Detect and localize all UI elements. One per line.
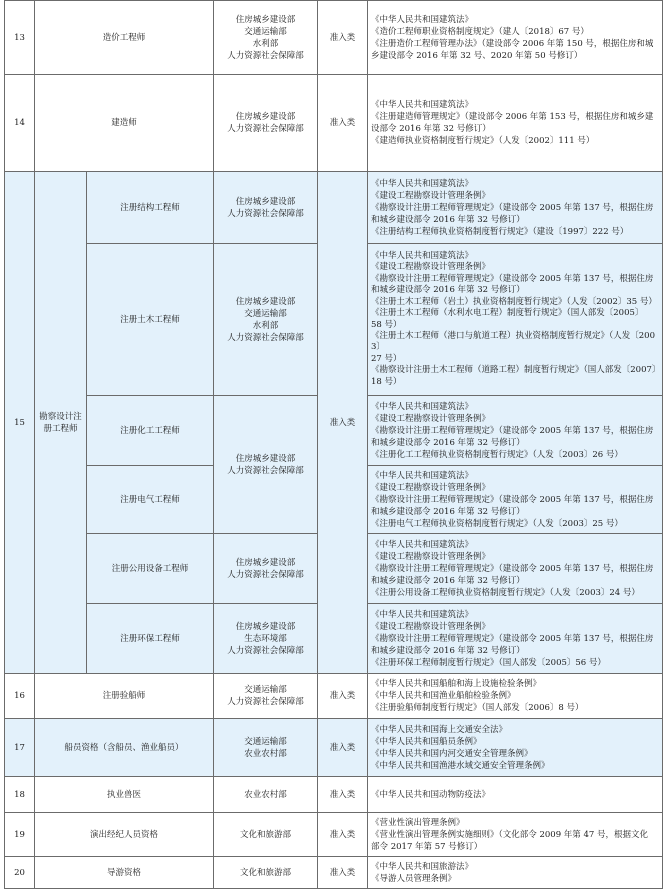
legal-basis: 《中华人民共和国建筑法》 《建设工程勘察设计管理条例》 《勘察设计注册工程师管理规定》（建设部令 2005 年第 137 号，根据住房 和城乡建设部令 2016 年第 32 号修订） 《注册结构工程师执业资格制度暂行规定》（建设〔1997〕222 号）: [368, 172, 663, 244]
legal-basis: 《中华人民共和国船舶和海上设施检验条例》 《中华人民共和国渔业船舶检验条例》 《注册验船师制度暂行规定》（国人部发〔2006〕8 号）: [368, 674, 663, 719]
qualification-name: 注册验船师: [35, 674, 214, 719]
department-list: 文化和旅游部: [214, 813, 318, 857]
category-cell: 准入类: [318, 777, 368, 813]
category-cell: 准入类: [318, 719, 368, 777]
category-cell: 准入类: [318, 857, 368, 889]
table-row: [5, 172, 663, 244]
sub-qualification-name: 注册电气工程师: [87, 466, 214, 534]
category-cell: 准入类: [318, 172, 368, 674]
legal-basis: 《中华人民共和国海上交通安全法》 《中华人民共和国船员条例》 《中华人民共和国内河交通安全管理条例》 《中华人民共和国渔港水域交通安全管理条例》: [368, 719, 663, 777]
qualification-table-wrapper: [4, 0, 662, 894]
row-number: 15: [5, 172, 35, 674]
qualification-group-name: 勘察设计注册工程师: [35, 172, 87, 674]
row-number: 13: [5, 1, 35, 75]
sub-qualification-name: 注册土木工程师: [87, 244, 214, 396]
department-list: 住房城乡建设部 人力资源社会保障部: [214, 172, 318, 244]
department-list: 住房城乡建设部 交通运输部 水利部 人力资源社会保障部: [214, 244, 318, 396]
legal-basis: 《中华人民共和国建筑法》 《注册建造师管理规定》（建设部令 2006 年第 153 号，根据住房和城乡建 设部令 2016 年第 32 号修订） 《建造师执业资格制度暂行规定》（人发〔2002〕111 号）: [368, 75, 663, 172]
category-cell: 准入类: [318, 1, 368, 75]
sub-qualification-name: 注册公用设备工程师: [87, 534, 214, 604]
legal-basis: 《营业性演出管理条例》 《营业性演出管理条例实施细则》（文化部令 2009 年第 47 号，根据文化 部令 2017 年第 57 号修订）: [368, 813, 663, 857]
table-row: [5, 75, 663, 172]
sub-qualification-name: 注册环保工程师: [87, 604, 214, 674]
qualification-name: 船员资格（含船员、渔业船员）: [35, 719, 214, 777]
qualification-name: 演出经纪人员资格: [35, 813, 214, 857]
department-list: 住房城乡建设部 生态环境部 人力资源社会保障部: [214, 604, 318, 674]
row-number: 19: [5, 813, 35, 857]
category-cell: 准入类: [318, 674, 368, 719]
qualification-name: 造价工程师: [35, 1, 214, 75]
legal-basis: 《中华人民共和国建筑法》 《建设工程勘察设计管理条例》 《勘察设计注册工程师管理规定》（建设部令 2005 年第 137 号，根据住房 和城乡建设部令 2016 年第 32 号修订） 《注册环保工程师制度暂行规定》（国人部发〔2005〕56 号）: [368, 604, 663, 674]
department-list: 住房城乡建设部 人力资源社会保障部: [214, 396, 318, 534]
category-cell: 准入类: [318, 75, 368, 172]
sub-qualification-name: 注册结构工程师: [87, 172, 214, 244]
department-list: 农业农村部: [214, 777, 318, 813]
qualification-table: [4, 0, 663, 889]
table-row: [5, 719, 663, 777]
legal-basis: 《中华人民共和国建筑法》 《建设工程勘察设计管理条例》 《勘察设计注册工程师管理规定》（建设部令 2005 年第 137 号，根据住房 和城乡建设部令 2016 年第 32 号修订） 《注册电气工程师执业资格制度暂行规定》（人发〔2003〕25 号）: [368, 466, 663, 534]
legal-basis: 《中华人民共和国旅游法》 《导游人员管理条例》: [368, 857, 663, 889]
legal-basis: 《中华人民共和国动物防疫法》: [368, 777, 663, 813]
qualification-name: 建造师: [35, 75, 214, 172]
department-list: 交通运输部 农业农村部: [214, 719, 318, 777]
sub-qualification-name: 注册化工工程师: [87, 396, 214, 466]
table-row: [5, 857, 663, 889]
row-number: 14: [5, 75, 35, 172]
legal-basis: 《中华人民共和国建筑法》 《建设工程勘察设计管理条例》 《勘察设计注册工程师管理规定》（建设部令 2005 年第 137 号，根据住房 和城乡建设部令 2016 年第 32 号修订） 《注册公用设备工程师执业资格制度暂行规定》（人发〔2003〕24 号）: [368, 534, 663, 604]
department-list: 住房城乡建设部 交通运输部 水利部 人力资源社会保障部: [214, 1, 318, 75]
department-list: 住房城乡建设部 人力资源社会保障部: [214, 534, 318, 604]
qualification-name: 执业兽医: [35, 777, 214, 813]
row-number: 18: [5, 777, 35, 813]
legal-basis: 《中华人民共和国建筑法》 《建设工程勘察设计管理条例》 《勘察设计注册工程师管理规定》（建设部令 2005 年第 137 号，根据住房 和城乡建设部令 2016 年第 32 号修订） 《注册土木工程师（岩土）执业资格制度暂行规定》（人发〔2002〕35 号） 《注册土木工程师（水利水电工程）制度暂行规定》（国人部发〔2005〕 58 号） 《注册土木工程师（港口与航道工程）执业资格制度暂行规定》（人发〔2003〕 27 号） 《勘察设计注册土木工程师（道路工程）制度暂行规定》（国人部发〔2007〕 18 号）: [368, 244, 663, 396]
row-number: 20: [5, 857, 35, 889]
department-list: 交通运输部 人力资源社会保障部: [214, 674, 318, 719]
qualification-name: 导游资格: [35, 857, 214, 889]
table-row: [5, 1, 663, 75]
category-cell: 准入类: [318, 813, 368, 857]
table-row: [5, 674, 663, 719]
row-number: 16: [5, 674, 35, 719]
legal-basis: 《中华人民共和国建筑法》 《建设工程勘察设计管理条例》 《勘察设计注册工程师管理规定》（建设部令 2005 年第 137 号，根据住房 和城乡建设部令 2016 年第 32 号修订） 《注册化工工程师执业资格制度暂行规定》（人发〔2003〕26 号）: [368, 396, 663, 466]
row-number: 17: [5, 719, 35, 777]
department-list: 住房城乡建设部 人力资源社会保障部: [214, 75, 318, 172]
table-row: [5, 777, 663, 813]
legal-basis: 《中华人民共和国建筑法》 《造价工程师职业资格制度规定》（建人〔2018〕67 号） 《注册造价工程师管理办法》（建设部令 2006 年第 150 号，根据住房和城 乡建设部令 2016 年第 32 号、2020 年第 50 号修订）: [368, 1, 663, 75]
table-row: [5, 813, 663, 857]
department-list: 文化和旅游部: [214, 857, 318, 889]
